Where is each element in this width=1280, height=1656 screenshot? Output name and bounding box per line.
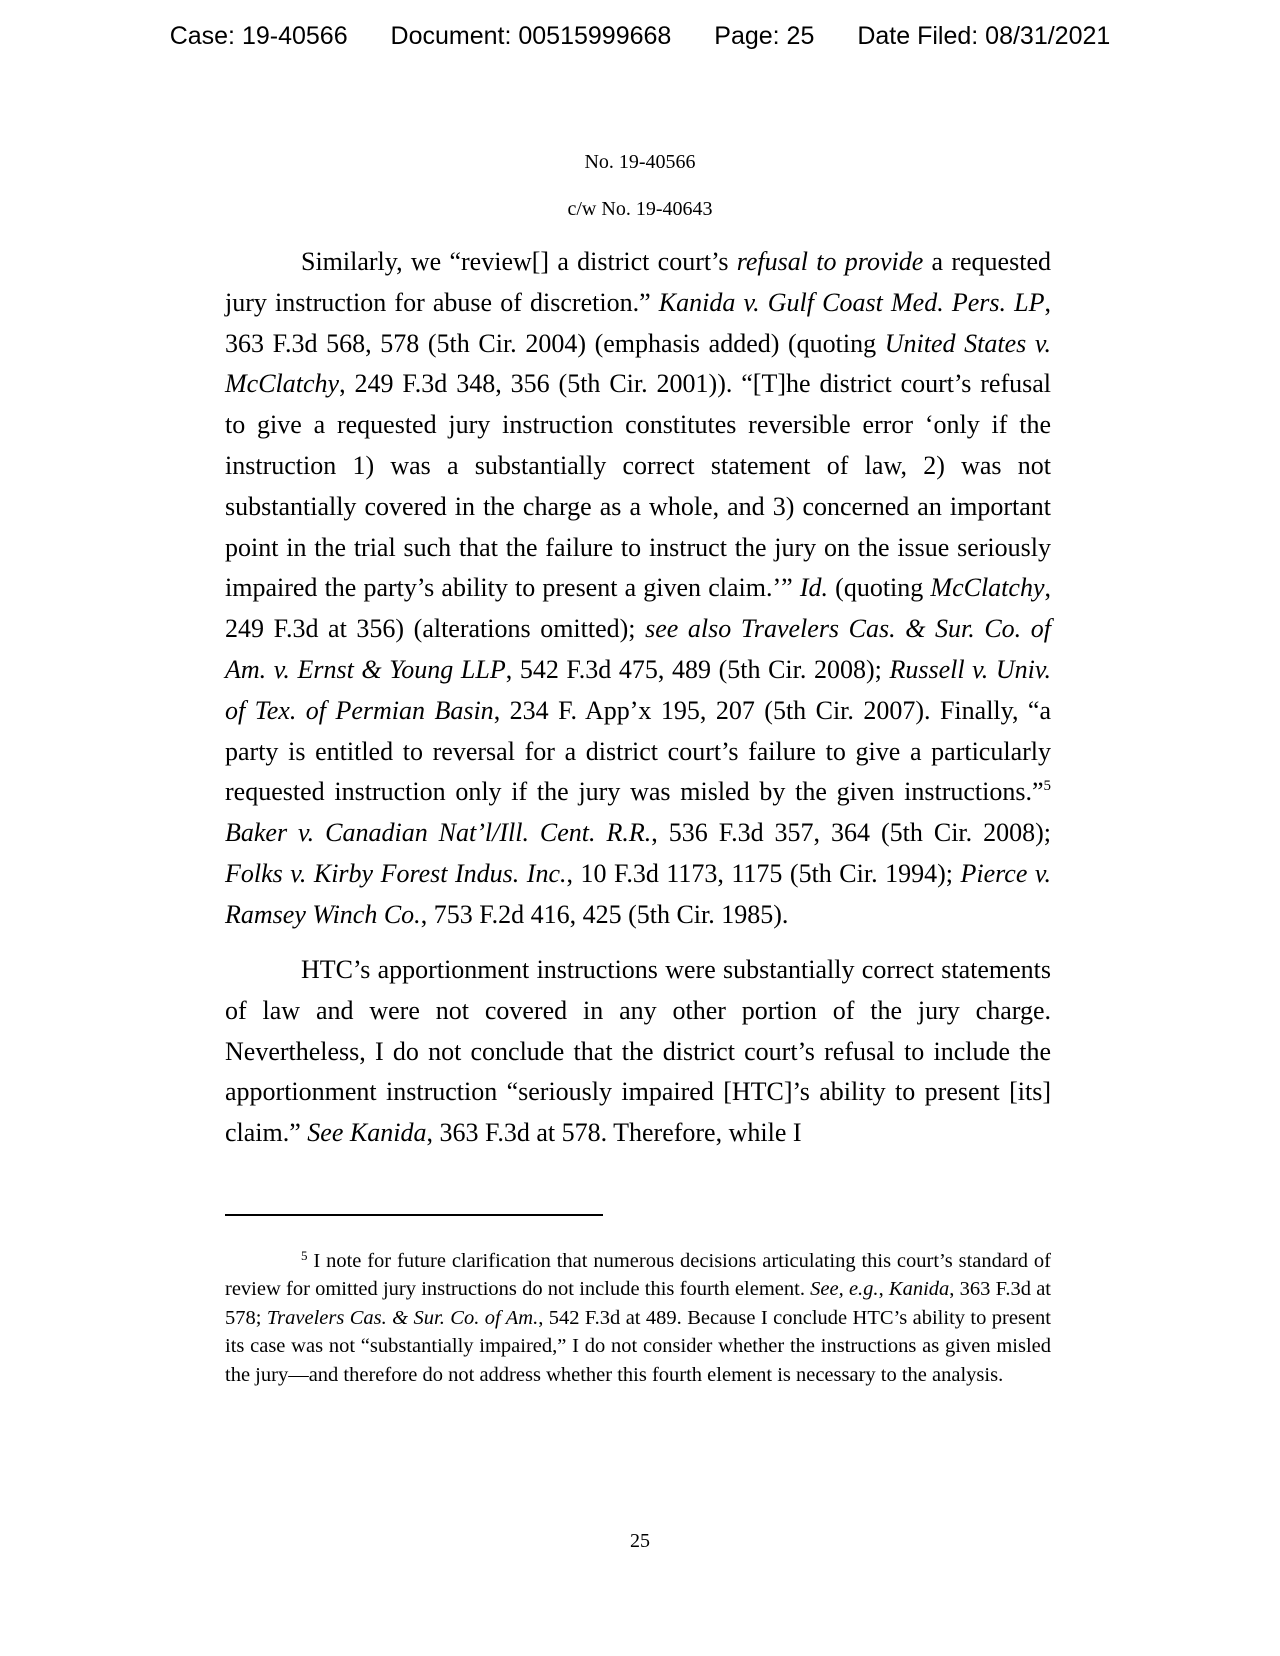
- italic-run: refusal to provide: [736, 247, 924, 276]
- text-run: , 542 F.3d at 489. Because I conclude HTC’s ability to present its case was not “substantially impaired,” I do not consider whether the instructions as given misled the jury—and therefore do not address whether this fourth element is necessary to the analysis.: [225, 1306, 1051, 1386]
- case-citation: Kanida v. Gulf Coast Med. Pers. LP: [658, 287, 1045, 317]
- paragraph-2: [225, 950, 1051, 1154]
- filing-header: [0, 22, 1280, 51]
- page-number: 25: [630, 1530, 650, 1552]
- text-run: , 249 F.3d at 356) (alterations omitted);: [225, 573, 1051, 644]
- paragraph-2-text: [225, 950, 1051, 1154]
- footnote-divider: [225, 1214, 603, 1216]
- text-run: HTC’s apportionment instructions were substantially correct statements of law and were not covered in any other portion of the jury charge. Nevertheless, I do not conclude that the district court’s refusal to include the apportionment instruction “seriously impaired [HTC]’s ability to present [its] claim.”: [225, 955, 1051, 1148]
- case-citation: Folks v. Kirby Forest Indus. Inc.: [225, 858, 567, 888]
- text-run: , 542 F.3d 475, 489 (5th Cir. 2008);: [505, 654, 890, 684]
- text-run: , 234 F. App’x 195, 207 (5th Cir. 2007). Finally, “a party is entitled to reversal for a district court’s failure to give a particularly requested instruction only if the jury was misled by the given instructions.”: [225, 695, 1051, 807]
- text-run: , 363 F.3d at 578. Therefore, while I: [426, 1118, 802, 1148]
- footnote-5-text: [225, 1247, 1051, 1389]
- text-run: , 10 F.3d 1173, 1175 (5th Cir. 1994);: [566, 858, 961, 888]
- case-citation: Pierce v. Ramsey Winch Co.: [225, 858, 1051, 929]
- text-run: (quoting: [828, 573, 931, 603]
- case-citation: McClatchy: [930, 573, 1045, 603]
- document-label: Document: 00515999668: [390, 22, 672, 50]
- page-label: Page: 25: [714, 22, 815, 50]
- case-number: No. 19-40566: [584, 151, 696, 173]
- text-run: , 753 F.2d 416, 425 (5th Cir. 1985).: [420, 899, 789, 929]
- paragraph-1-text: [225, 242, 1051, 936]
- case-citation: United States v. McClatchy: [225, 328, 1051, 399]
- text-run: ,: [878, 1278, 889, 1301]
- case-citation: Baker v. Canadian Nat’l/Ill. Cent. R.R.: [225, 818, 652, 848]
- case-citation: Travelers Cas. & Sur. Co. of Am.: [266, 1306, 539, 1329]
- text-run: , 536 F.3d 357, 364 (5th Cir. 2008);: [651, 818, 1051, 848]
- case-citation: See Kanida: [307, 1118, 427, 1148]
- text-run: Similarly, we “review[] a district court’s: [301, 247, 737, 276]
- case-citation: Russell v. Univ. of Tex. of Permian Basin: [225, 654, 1051, 725]
- text-run: , 363 F.3d 568, 578 (5th Cir. 2004) (emphasis added) (quoting: [225, 287, 1051, 358]
- footnote-5: [225, 1247, 1051, 1389]
- date-filed-label: Date Filed: 08/31/2021: [857, 22, 1111, 50]
- paragraph-1: [225, 242, 1051, 936]
- case-label: Case: 19-40566: [169, 22, 348, 50]
- case-citation: Id.: [799, 573, 828, 603]
- text-run: a requested jury instruction for abuse of discretion.”: [225, 247, 1051, 317]
- consolidated-case-number: c/w No. 19-40643: [567, 198, 713, 220]
- text-run: , 363 F.3d at 578;: [225, 1278, 1051, 1329]
- text-run: , 249 F.3d 348, 356 (5th Cir. 2001)). “[T]he district court’s refusal to give a requested jury instruction constitutes reversible error ‘only if the instruction 1) was a substantially correct statement of law, 2) was not substantially covered in the charge as a whole, and 3) concerned an important point in the trial such that the failure to instruct the jury on the issue seriously impaired the party’s ability to present a given claim.’”: [225, 369, 1051, 603]
- case-citation: see also Travelers Cas. & Sur. Co. of Am. v. Ernst & Young LLP: [225, 614, 1051, 684]
- footnote-reference[interactable]: 5: [1043, 778, 1051, 795]
- case-citation: Kanida: [888, 1278, 950, 1301]
- footnote-number: 5: [301, 1248, 308, 1263]
- text-run: I note for future clarification that numerous decisions articulating this court’s standard of review for omitted jury instructions do not include this fourth element.: [225, 1250, 1051, 1301]
- italic-run: See, e.g.: [810, 1278, 879, 1301]
